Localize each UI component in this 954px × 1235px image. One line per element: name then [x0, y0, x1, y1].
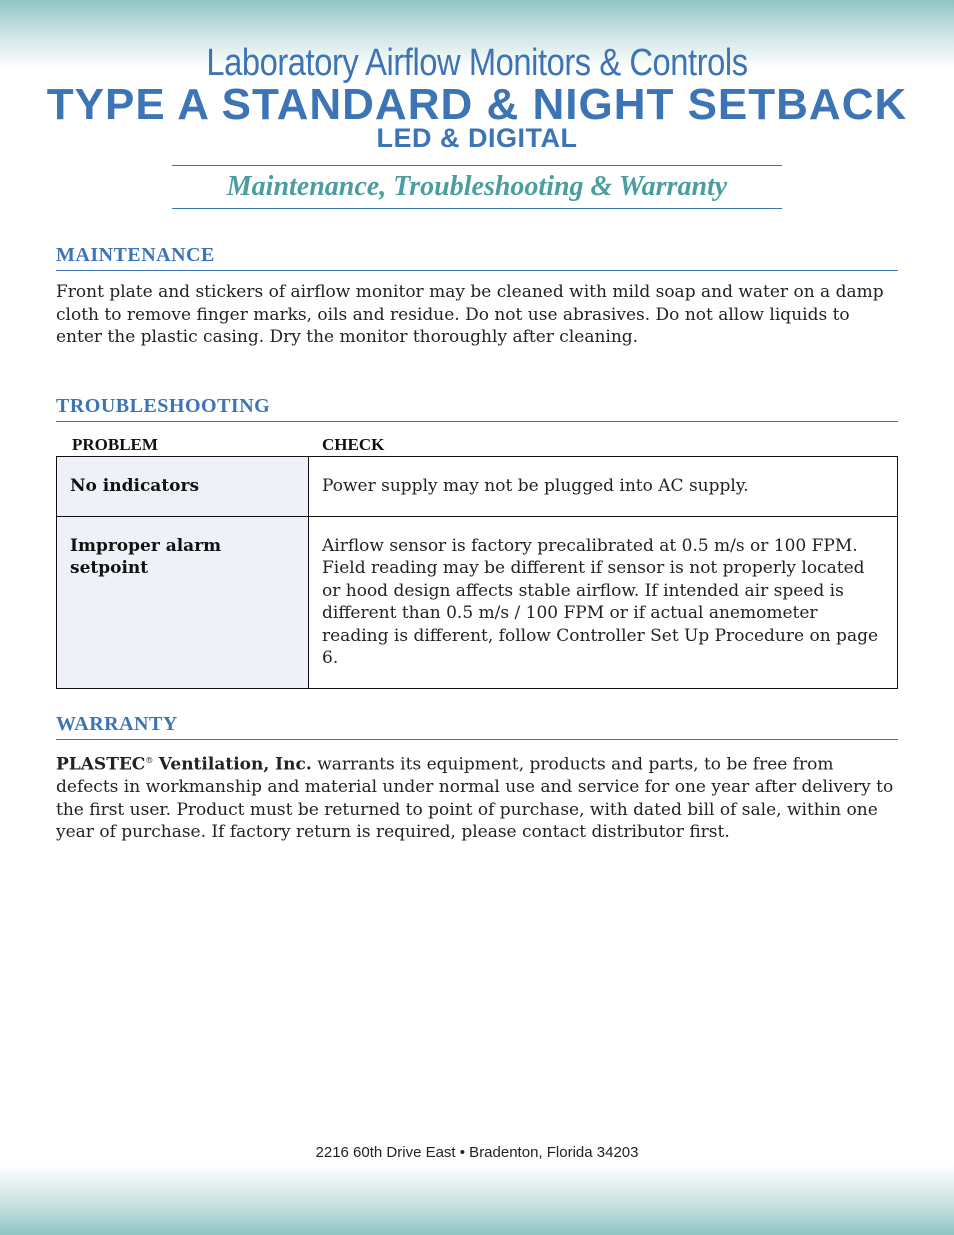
check-cell: Airflow sensor is factory precalibrated at 0.5 m/s or 100 FPM. Field reading may be different if sensor is not properly located or hood design affects stable airflow. If intended air speed is different than 0.5 m/s / 100 FPM or if actual anemometer reading is different, follow Controller Set Up Procedure on page 6. — [309, 516, 898, 688]
warranty-heading: WARRANTY — [56, 713, 898, 740]
problem-column-header: PROBLEM — [72, 435, 158, 454]
page-subtitle: Maintenance, Troubleshooting & Warranty — [172, 165, 782, 209]
header-line-1: Laboratory Airflow Monitors & Controls — [206, 42, 748, 84]
table-row — [57, 516, 898, 688]
check-column-header: CHECK — [322, 435, 385, 454]
problem-cell: Improper alarm setpoint — [57, 516, 309, 688]
bottom-gradient-band — [0, 1165, 954, 1235]
registered-mark: ® — [145, 756, 154, 765]
table-row — [57, 457, 898, 517]
troubleshooting-heading: TROUBLESHOOTING — [56, 395, 898, 422]
header-line-3: LED & DIGITAL — [376, 123, 578, 153]
maintenance-text: Front plate and stickers of airflow monitor may be cleaned with mild soap and water on a damp cloth to remove finger marks, oils and residue. Do not use abrasives. Do not allow liquids to enter the plastic casing. Dry the monitor thoroughly after cleaning. — [56, 282, 884, 347]
footer-address: 2216 60th Drive East • Bradenton, Florida 34203 — [315, 1144, 639, 1161]
company-name: Ventilation, Inc. — [158, 754, 312, 775]
maintenance-heading: MAINTENANCE — [56, 244, 898, 271]
problem-cell: No indicators — [57, 457, 309, 517]
warranty-text-block — [56, 750, 901, 844]
brand-name: PLASTEC — [56, 754, 146, 775]
warranty-text: warrants its equipment, products and parts, to be free from defects in workmanship and material under normal use and service for one year after delivery to the first user. Product must be returned to point of purchase, with dated bill of sale, within one year of purchase. If factory return is required, please contact distributor first. — [56, 754, 894, 843]
troubleshooting-table — [56, 456, 898, 689]
header-line-2: TYPE A STANDARD & NIGHT SETBACK — [46, 80, 908, 129]
check-cell: Power supply may not be plugged into AC supply. — [309, 457, 898, 517]
